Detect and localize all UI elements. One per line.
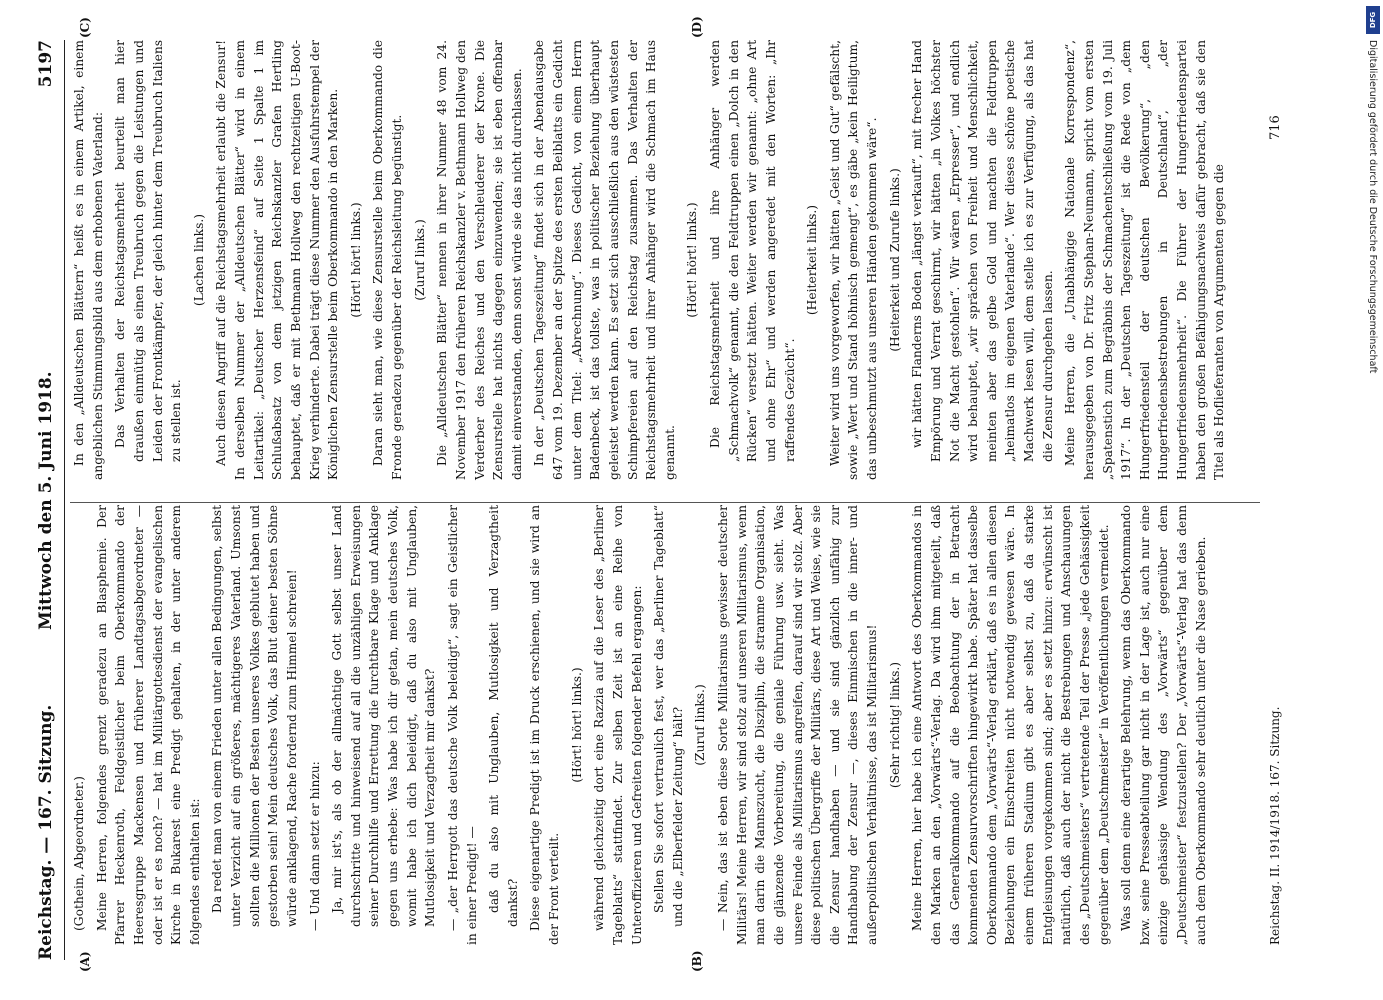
right-column-paragraph: Meine Herren, die „Unabhängige Nationale Korrespondenz“, herausgegeben von Dr. Fritz Stephan-Neumann, spricht vom ersten „Spatenstich zum Begräbnis der Schmachentschließung vom 19. Juli 1917“. In der „Deutschen Tageszeitung“ ist die Rede von „dem Hungerfriedensteil der deutschen Bevölkerung“, „den Hungerfriedensbestrebungen in Deutschland“, „der Hungerfriedensmehrheit“. Die Führer der Hungerfriedenspartei haben den großen Befähigungsnachweis dafür gebracht, daß sie den Titel als Hoflieferanten von Argumenten gegen die: [1063, 40, 1227, 480]
margin-marker-c: (C): [78, 17, 92, 38]
footer-sheet-number: 716: [1268, 115, 1283, 140]
right-column: [70, 40, 1233, 480]
right-column-paragraph: (Zuruf links.): [412, 219, 427, 301]
right-column-paragraph: Die „Alldeutschen Blätter“ nennen in ihrer Nummer 48 vom 24. November 1917 den früheren Reichskanzler v. Bethmann Hollweg den Verderber des Reiches und den Verschleuderer der Krone. Die Zensurstelle hat nichts dagegen einzuwenden; sie ist eben offenbar damit einverstanden, denn sonst würde sie das nicht durchlassen.: [435, 40, 524, 480]
right-column-paragraph: Weiter wird uns vorgeworfen, wir hätten „Geist und Gut“ gefälscht, sowie „Wert und Stand höhnisch gemengt“, es gäbe „kein Heiligtum, das unbeschmutzt aus unseren Händen gekommen wäre“.: [827, 40, 879, 480]
dfg-logo-text: DFG: [1369, 11, 1377, 29]
right-column-paragraph: (Hört! hört! links.): [685, 202, 700, 318]
left-column-paragraph: Ja, mir ist's, als ob der allmächtige Gott selbst unser Land durchschritte und hinweisend auf all die unzähligen Erweisungen seiner Durchhilfe und Errettung die furchtbare Klage und Anklage gegen uns erhebe: Was habe ich dir getan, mein deutsches Volk, womit habe ich dich beleidigt, daß du also mit Unglauben, Mutlosigkeit und Verzagtheit mir dankst?: [330, 505, 438, 927]
right-column-paragraph: Daran sieht man, wie diese Zensurstelle beim Oberkommando die Fronde geradezu gegenüber der Reichsleitung begünstigt.: [371, 40, 404, 480]
right-column-paragraph: Die Reichstagsmehrheit und ihre Anhänger werden „Schmachvolk“ genannt, die den Feldtruppen einen „Dolch in den Rücken“ versetzt hätten. Weiter werden wir genannt: „ohne Art und ohne Ehr“ und werden angeredet mit den Worten: „Ihr raffendes Gezücht“.: [708, 40, 797, 462]
margin-marker-d: (D): [690, 16, 704, 38]
right-column-paragraph: wir hätten Flanderns Boden „längst verkauft“, mit frecher Hand Empörung und Verrat geschirmt, wir hätten „in Volkes höchster Not die Macht gestohlen“. Wir wären „Erpresser“, und endlich wird behauptet, „wir sprächen von Freiheit und Menschlichkeit, meinten aber das gelbe Gold und machten die Feldtruppen „heimatlos im eigenen Vaterlande“. Wer dieses schöne poetische Machwerk lesen will, dem stelle ich es zur Verfügung, als das hat die Zensur durchgehen lassen.: [910, 40, 1055, 462]
right-column-paragraph: (Heiterkeit und Zurufe links.): [887, 168, 902, 352]
margin-marker-b: (B): [690, 950, 704, 972]
dfg-logo: [1366, 6, 1380, 34]
page-header: [36, 40, 66, 960]
header-date: Mittwoch den 5. Juni 1918.: [36, 371, 56, 630]
left-column-paragraph: (Gothein, Abgeordneter.): [72, 776, 86, 931]
left-column-paragraph: Da redet man von einem Frieden unter allen Bedingungen, selbst unter Verzicht auf ein größeres, mächtigeres Vaterland. Umsonst sollten die Millionen der Besten unseres Volkes geblutet haben und gestorben sein! Mein deutsches Volk, das Blut deiner besten Söhne würde anklagend, Rache fordernd zum Himmel schreien!: [210, 505, 299, 927]
right-column-paragraph: (Lachen links.): [191, 213, 206, 307]
right-column-paragraph: In den „Alldeutschen Blättern“ heißt es in einem Artikel, einem angeblichen Stimmungsbild aus dem erhobenen Vaterland:: [72, 40, 105, 480]
right-column-paragraph: In der „Deutschen Tageszeitung“ findet sich in der Abendausgabe 647 vom 19. Dezember an der Spitze des ersten Beiblatts ein Gedicht unter dem Titel: „Abrechnung“. Dieses Gedicht, von einem Herrn Badenbeck, ist das tollste, was in politischer Beziehung überhaupt geleistet werden kann. Es setzt sich ausschließlich aus den wüstesten Schimpfereien auf den Reichstag zusammen. Das Verhalten der Reichstagsmehrheit und ihrer Anhänger wird die Schmach im Haus genannt.: [532, 40, 677, 480]
column-divider: [70, 502, 1260, 503]
left-column-paragraph: Meine Herren, hier habe ich eine Antwort des Oberkommandos in den Marken an den „Vorwärts“-Verlag. Da wird ihm mitgeteilt, daß das Generalkommando auf die Beobachtung der in Betracht kommenden Zensurvorschriften hingewirkt habe. Später hat dasselbe Oberkommando dem „Vorwärts“-Verlag erklärt, daß es in allen diesen Beziehungen ein Einschreiten nicht notwendig gewesen wäre. In einem früheren Stadium gibt es aber selbst zu, daß da starke Entgleisungen vorgekommen sind; aber es setzt hinzu: erwünscht ist natürlich, daß auch der nicht die Bestrebungen und Anschauungen des „Deutschmeisters“ vertretende Teil der Presse „jede Gehässigkeit gegenüber dem „Deutschmeister“ in Veröffentlichungen vermeidet.: [910, 505, 1111, 945]
left-column-paragraph: — Nein, das ist eben diese Sorte Militarismus gewisser deutscher Militärs! Meine Herren, wir sind stolz auf unseren Militarismus, wenn man darin die Mannszucht, die Disziplin, die stramme Organisation, die glänzende Vorbereitung, die geniale Führung usw. sieht. Was unsere Feinde als Militarismus angreifen, darauf sind wir stolz. Aber diese politischen Übergriffe der Militärs, diese Art und Weise, wie sie die Zensur handhaben — und sie sind gänzlich unfähig zur Handhabung der Zensur —, dieses Einmischen in die inner- und außerpolitischen Verhältnisse, das ist Militarismus!: [716, 505, 879, 945]
margin-marker-a: (A): [78, 951, 92, 972]
right-column-paragraph: (Heiterkeit links.): [805, 204, 820, 316]
left-column-paragraph: Stellen Sie sofort vertraulich fest, wer das „Berliner Tageblatt“ und die „Elberfelder Zeitung“ hält?: [652, 505, 685, 927]
left-column-paragraph: (Hört! hört! links.): [569, 667, 584, 783]
footer-signature: Reichstag. II. 1914/1918. 167. Sitzung.: [1268, 706, 1282, 945]
left-column-paragraph: (Zuruf links.): [693, 684, 708, 766]
header-page-number: 5197: [36, 40, 56, 88]
right-column-paragraph: Das Verhalten der Reichstagsmehrheit beurteilt man hier draußen einmütig als einen Treubruch gegen die Leistungen und Leiden der Frontkämpfer, der gleich hinter dem Treubruch Italiens zu stellen ist.: [113, 40, 184, 462]
right-column-paragraph: Auch diesen Angriff auf die Reichstagsmehrheit erlaubt die Zensur! In derselben Nummer der „Alldeutschen Blätter“ wird in einem Leitartikel: „Deutscher Herzensfeind“ auf Seite 1 Spalte 1 im Schlußabsatz von dem jetzigen Reichskanzler Grafen Hertling behauptet, daß er mit Bethmann Hollweg den rechtzeitigen U-Boot-Krieg verhinderte. Dabei trägt diese Nummer den Ausfuhrstempel der Königlichen Zensurstelle beim Oberkommando in den Marken.: [214, 40, 341, 480]
left-column-paragraph: (Sehr richtig! links.): [887, 661, 902, 789]
left-column: [70, 505, 1214, 945]
left-column-paragraph: Meine Herren, folgendes grenzt geradezu an Blasphemie. Der Pfarrer Heckenroth, Feldgeistlicher beim Oberkommando der Heeresgruppe Mackensen und früherer Landtagsabgeordneter — oder ist er es noch? — hat im Militärgottesdienst der evangelischen Kirche in Bukarest eine Predigt gehalten, in der unter anderem folgendes enthalten ist:: [94, 505, 202, 945]
left-column-paragraph: — „der Herrgott das deutsche Volk beleidigt“, sagt ein Geistlicher in einer Predigt! —: [445, 505, 479, 945]
digitization-note: Digitalisierung gefördert durch die Deutsche Forschungsgemeinschaft: [1367, 40, 1378, 374]
header-session: Reichstag. — 167. Sitzung.: [36, 704, 56, 960]
left-column-paragraph: Was soll denn eine derartige Belehrung, wenn das Oberkommando bzw. seine Presseabteilung gar nicht in der Lage ist, auch nur eine einzige gehässige Wendung des „Vorwärts“ gegenüber dem „Deutschmeister“ festzustellen? Der „Vorwärts“-Verlag hat das denn auch dem Oberkommando sehr deutlich unter die Nase gerieben.: [1119, 505, 1208, 945]
left-column-paragraph: daß du also mit Unglauben, Mutlosigkeit und Verzagtheit dankst?: [487, 505, 520, 927]
left-column-paragraph: während gleichzeitig dort eine Razzia auf die Leser des „Berliner Tageblatts“ stattfindet. Zur selben Zeit ist an eine Reihe von Unteroffizieren und Gefreiten folgender Befehl ergangen:: [592, 505, 644, 945]
left-column-paragraph: Diese eigenartige Predigt ist im Druck erschienen, und sie wird an der Front verteilt.: [528, 505, 561, 945]
right-column-paragraph: (Hört! hört! links.): [348, 202, 363, 318]
left-column-paragraph: — Und dann setzt er hinzu:: [307, 761, 322, 931]
header-rule: [64, 40, 65, 960]
